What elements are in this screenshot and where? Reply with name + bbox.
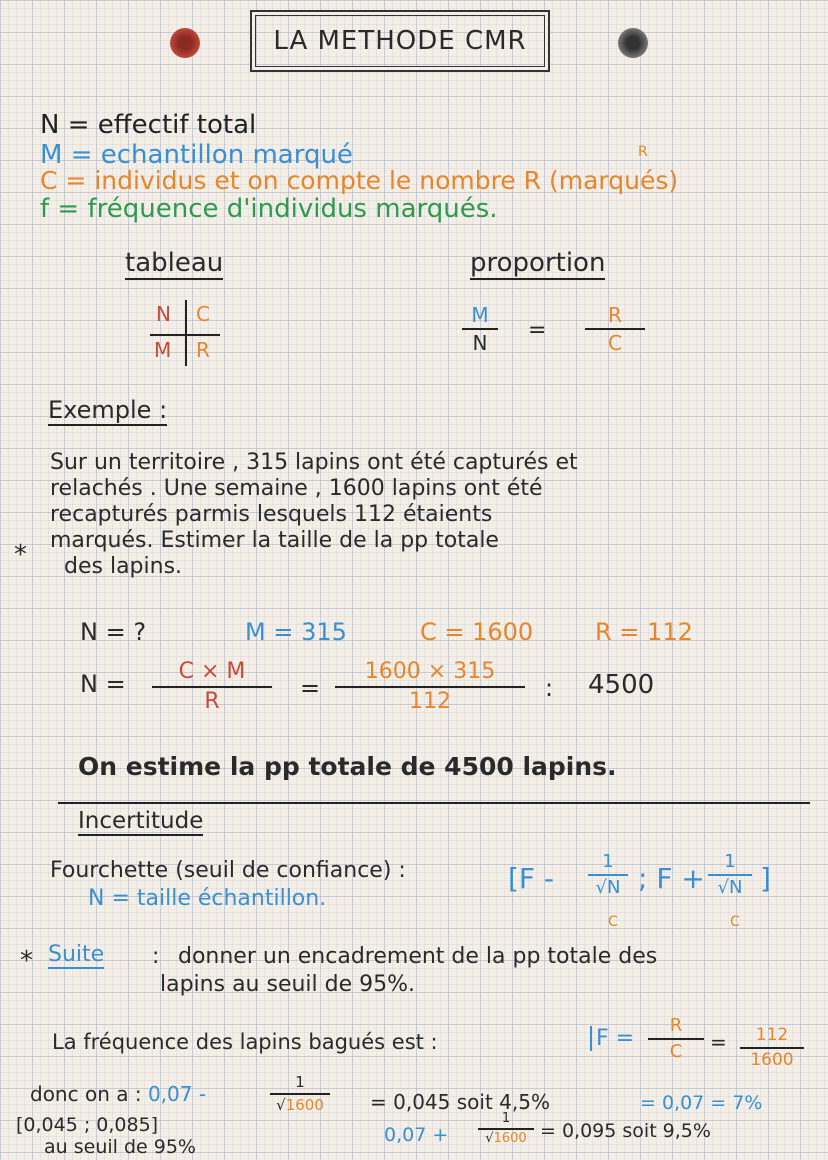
value-r: R = 112 — [595, 618, 693, 646]
conclusion: On estime la pp totale de 4500 lapins. — [78, 752, 617, 781]
value-c: C = 1600 — [420, 618, 534, 646]
proportion-right-fraction: R C — [585, 304, 645, 354]
donc-plus: 0,07 + — [384, 1124, 449, 1146]
definition-c-superscript: R — [638, 144, 648, 160]
donc-interval: [0,045 ; 0,085] — [16, 1114, 159, 1136]
page-title: LA METHODE CMR — [250, 10, 550, 72]
donc-result-2: = 0,095 soit 9,5% — [540, 1120, 711, 1142]
calc-equals-2: : — [545, 674, 554, 702]
frequence-fraction-rc: R C — [648, 1016, 704, 1062]
calc-equals-1: = — [300, 674, 321, 702]
calc-fraction-2: 1600 × 315 112 — [335, 660, 525, 714]
definition-m: M = echantillon marqué — [40, 140, 353, 170]
binder-hole-left — [170, 28, 200, 58]
proportion-title: proportion — [470, 248, 606, 278]
frequence-approx: = 0,07 = 7% — [640, 1092, 763, 1114]
fourchette-text: Fourchette (seuil de confiance) : — [50, 858, 406, 883]
value-m: M = 315 — [245, 618, 347, 646]
tableau-grid: N C M R — [150, 300, 230, 368]
exemple-title: Exemple : — [48, 396, 168, 424]
frequence-eq: = — [710, 1030, 727, 1054]
exemple-line: marqués. Estimer la taille de la pp totale — [50, 528, 499, 553]
donc-result-1: = 0,045 soit 4,5% — [370, 1090, 550, 1114]
exemple-star: * — [14, 540, 27, 570]
calc-result: 4500 — [588, 670, 655, 700]
donc-line-1: donc on a : 0,07 - — [30, 1082, 207, 1106]
frequence-text: La fréquence des lapins bagués est : — [52, 1030, 438, 1054]
section-divider — [58, 802, 810, 804]
donc-seuil: au seuil de 95% — [44, 1136, 196, 1158]
suite-colon: : — [152, 944, 160, 969]
exemple-line: Sur un territoire , 315 lapins ont été capturés et — [50, 450, 578, 475]
exemple-text — [50, 450, 578, 580]
proportion-left-fraction: M N — [462, 304, 498, 354]
binder-hole-right — [618, 28, 648, 58]
calc-lhs: N = — [80, 670, 126, 698]
exemple-line: recapturés parmis lesquels 112 étaients — [50, 502, 493, 527]
suite-label: Suite — [48, 942, 105, 967]
fourchette-subtext: N = taille échantillon. — [88, 886, 327, 911]
suite-line-1: donner un encadrement de la pp totale des — [178, 944, 658, 969]
definition-n: N = effectif total — [40, 110, 257, 140]
definition-c: C = individus et on compte le nombre R (marqués) — [40, 166, 679, 195]
suite-star: * — [20, 946, 33, 976]
incertitude-title: Incertitude — [78, 808, 204, 834]
donc-fraction-2: 1 √1600 — [478, 1112, 534, 1147]
tableau-title: tableau — [125, 248, 224, 278]
calc-fraction-1: C × M R — [152, 660, 272, 714]
donc-fraction-1: 1 √1600 — [270, 1074, 330, 1113]
definition-f: f = fréquence d'individus marqués. — [40, 194, 498, 224]
value-n: N = ? — [80, 618, 147, 646]
frequence-f: F = — [590, 1026, 634, 1051]
proportion-equals: = — [528, 318, 547, 343]
suite-line-2: lapins au seuil de 95%. — [160, 972, 416, 997]
frequence-fraction-values: 112 1600 — [740, 1026, 804, 1069]
exemple-line: relachés . Une semaine , 1600 lapins ont été — [50, 476, 543, 501]
exemple-line: des lapins. — [64, 554, 183, 579]
